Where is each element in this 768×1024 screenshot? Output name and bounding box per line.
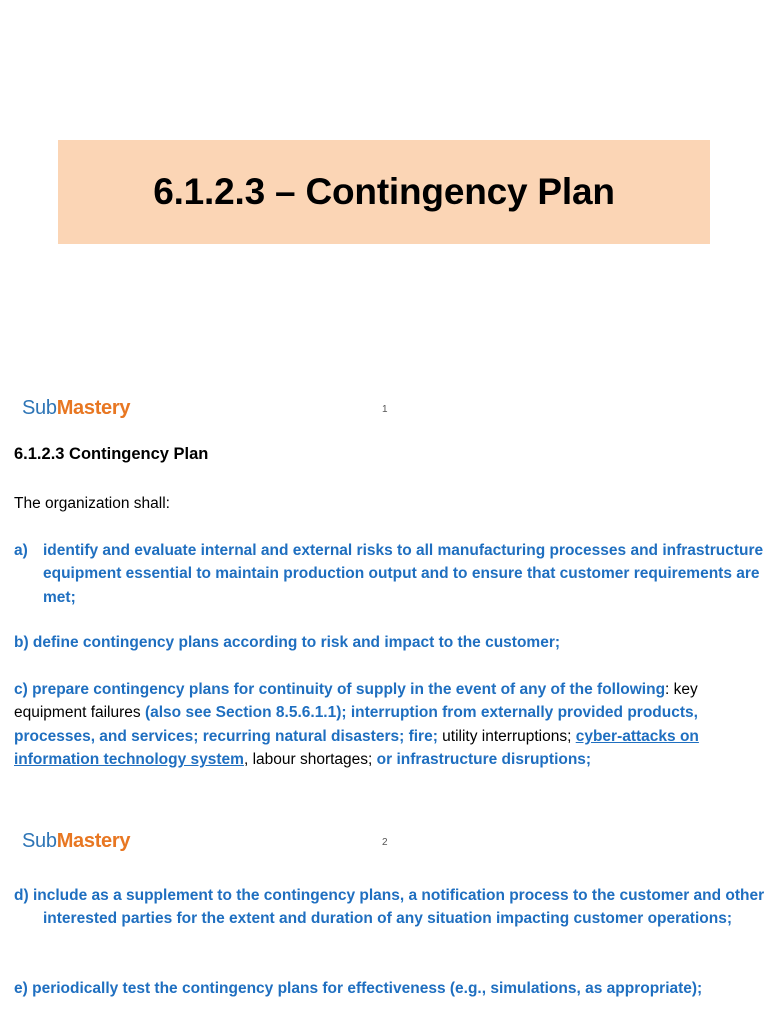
list-marker-a: a) (14, 542, 28, 559)
list-item-e (14, 977, 758, 1000)
submastery-logo (22, 397, 130, 420)
logo-mastery-text-2: Mastery (56, 830, 131, 852)
list-text-e: periodically test the contingency plans for effectiveness (e.g., simulations, as appropriate); (32, 980, 703, 997)
intro-text: The organization shall: (14, 495, 170, 512)
list-text-c-part2: (also see Section 8.5.6.1.1); interruption from externally provided products, processes, and services; recurring natural disasters; fire; (14, 704, 698, 745)
title-banner (58, 140, 710, 244)
page-number-2: 2 (382, 837, 388, 848)
list-text-b: b) define contingency plans according to risk and impact to the customer; (14, 634, 561, 651)
list-marker-e: e) (14, 980, 28, 997)
list-item-c (14, 678, 758, 771)
logo-mastery-text: Mastery (56, 397, 131, 419)
list-text-c-part5: or infrastructure disruptions; (376, 750, 592, 768)
list-item-d (14, 884, 768, 931)
list-item-a (14, 539, 768, 609)
page-number: 1 (382, 404, 388, 415)
logo-sub-text-2: Sub (22, 830, 57, 852)
submastery-logo-2 (22, 830, 130, 853)
list-text-c-part1: c) prepare contingency plans for continuity of supply in the event of any of the following (14, 681, 666, 698)
list-text-c-part4: , labour shortages; (243, 750, 377, 768)
list-text-c-part3: utility interruptions; (437, 727, 576, 745)
list-marker-d: d) (14, 887, 29, 904)
section-heading: 6.1.2.3 Contingency Plan (14, 445, 209, 463)
list-text-d: include as a supplement to the contingency plans, a notification process to the customer and other interested parties for the extent and duration of any situation impacting customer operations; (32, 887, 765, 928)
list-item-b (14, 631, 758, 654)
list-text-c-colon: : key equipment failures (14, 681, 698, 722)
list-text-a: identify and evaluate internal and external risks to all manufacturing processes and infrastructure equipment essential to maintain production output and to ensure that customer requirements are met; (43, 542, 764, 606)
cyber-attacks-link[interactable]: cyber-attacks on information technology system (14, 727, 699, 768)
logo-sub-text: Sub (22, 397, 57, 419)
slide-title: 6.1.2.3 – Contingency Plan (153, 171, 615, 212)
